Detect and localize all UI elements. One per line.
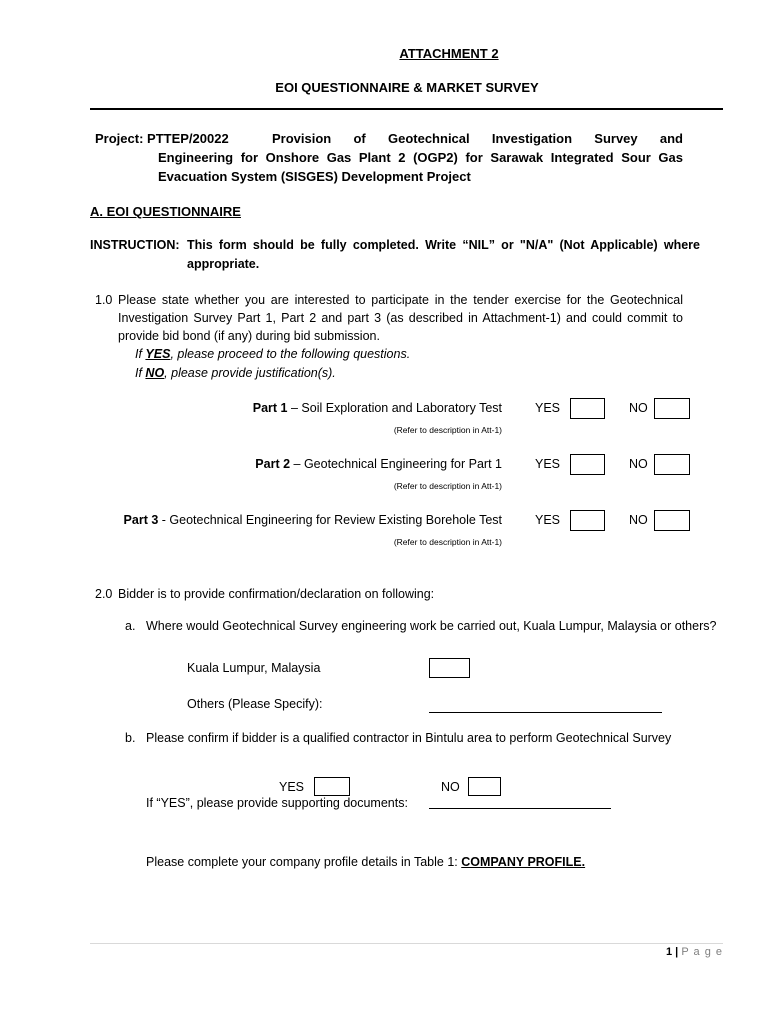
q2a-option-others: Others (Please Specify): (187, 697, 323, 711)
page-footer: 1 | P a g e (666, 946, 723, 958)
q1-text-line3: provide bid bond (if any) during bid submission. (118, 329, 380, 343)
footer-rule (90, 943, 723, 944)
q1-if-yes: If YES, please proceed to the following questions. (135, 347, 411, 361)
q2a-text: Where would Geotechnical Survey engineering work be carried out, Kuala Lumpur, Malaysia or others? (146, 619, 717, 633)
page-number: 1 (666, 946, 673, 958)
instruction-label: INSTRUCTION: (90, 238, 180, 252)
q2b-no-checkbox[interactable] (468, 777, 501, 796)
q1-text-line1: Please state whether you are interested to participate in the tender exercise for the Geotechnical (118, 293, 683, 307)
part3-yes-label: YES (535, 513, 561, 527)
company-profile-instruction: Please complete your company profile details in Table 1: COMPANY PROFILE. (146, 855, 586, 869)
part3-no-checkbox[interactable] (654, 510, 690, 531)
q1-text-line2: Investigation Survey Part 1, Part 2 and part 3 (as described in Attachment-1) and could commit to (118, 311, 683, 325)
project-label: Project: PTTEP/20022 (95, 131, 229, 146)
project-line2: Engineering for Onshore Gas Plant 2 (OGP2) for Sarawak Integrated Sour Gas (158, 150, 683, 165)
q1-number: 1.0 (95, 293, 113, 307)
q2b-no-label: NO (441, 780, 460, 794)
part3-note: (Refer to description in Att-1) (393, 537, 502, 547)
part3-no-label: NO (629, 513, 648, 527)
part3-yes-checkbox[interactable] (570, 510, 605, 531)
attachment-title: ATTACHMENT 2 (399, 46, 499, 61)
part2-note: (Refer to description in Att-1) (393, 481, 502, 491)
q2a-option-kuala-lumpur: Kuala Lumpur, Malaysia (187, 661, 321, 675)
q1-if-no: If NO, please provide justification(s). (135, 366, 336, 380)
part1-label: Part 1 – Soil Exploration and Laboratory Test (252, 401, 502, 415)
project-line3: Evacuation System (SISGES) Development Project (158, 169, 471, 184)
part1-yes-label: YES (535, 401, 561, 415)
header-rule (90, 108, 723, 110)
project-code: PTTEP/20022 (147, 131, 229, 146)
part2-yes-checkbox[interactable] (570, 454, 605, 475)
part3-label: Part 3 - Geotechnical Engineering for Review Existing Borehole Test (123, 513, 502, 527)
others-specify-field[interactable] (429, 712, 662, 713)
q2b-text: Please confirm if bidder is a qualified contractor in Bintulu area to perform Geotechnical Survey (146, 731, 672, 745)
q2-text: Bidder is to provide confirmation/declaration on following: (118, 587, 435, 601)
supporting-docs-label: If “YES”, please provide supporting documents: (146, 796, 408, 810)
instruction-text-2: appropriate. (187, 257, 260, 271)
q2b-yes-label: YES (279, 780, 305, 794)
q2-number: 2.0 (95, 587, 113, 601)
part2-no-checkbox[interactable] (654, 454, 690, 475)
q2b-yes-checkbox[interactable] (314, 777, 350, 796)
part2-yes-label: YES (535, 457, 561, 471)
project-line1: Provision of Geotechnical Investigation Survey and (272, 131, 683, 146)
part2-no-label: NO (629, 457, 648, 471)
kuala-lumpur-checkbox[interactable] (429, 658, 470, 678)
part1-no-label: NO (629, 401, 648, 415)
section-a-title: A. EOI QUESTIONNAIRE (90, 204, 241, 219)
q2b-label: b. (125, 731, 136, 745)
document-subtitle: EOI QUESTIONNAIRE & MARKET SURVEY (275, 80, 539, 95)
q2a-label: a. (125, 619, 136, 633)
part1-note: (Refer to description in Att-1) (393, 425, 502, 435)
part1-yes-checkbox[interactable] (570, 398, 605, 419)
part1-no-checkbox[interactable] (654, 398, 690, 419)
supporting-docs-field[interactable] (429, 808, 611, 809)
part2-label: Part 2 – Geotechnical Engineering for Part 1 (255, 457, 502, 471)
company-profile-link[interactable]: COMPANY PROFILE. (461, 855, 586, 869)
instruction-text: This form should be fully completed. Write “NIL” or "N/A" (Not Applicable) where (187, 238, 700, 252)
